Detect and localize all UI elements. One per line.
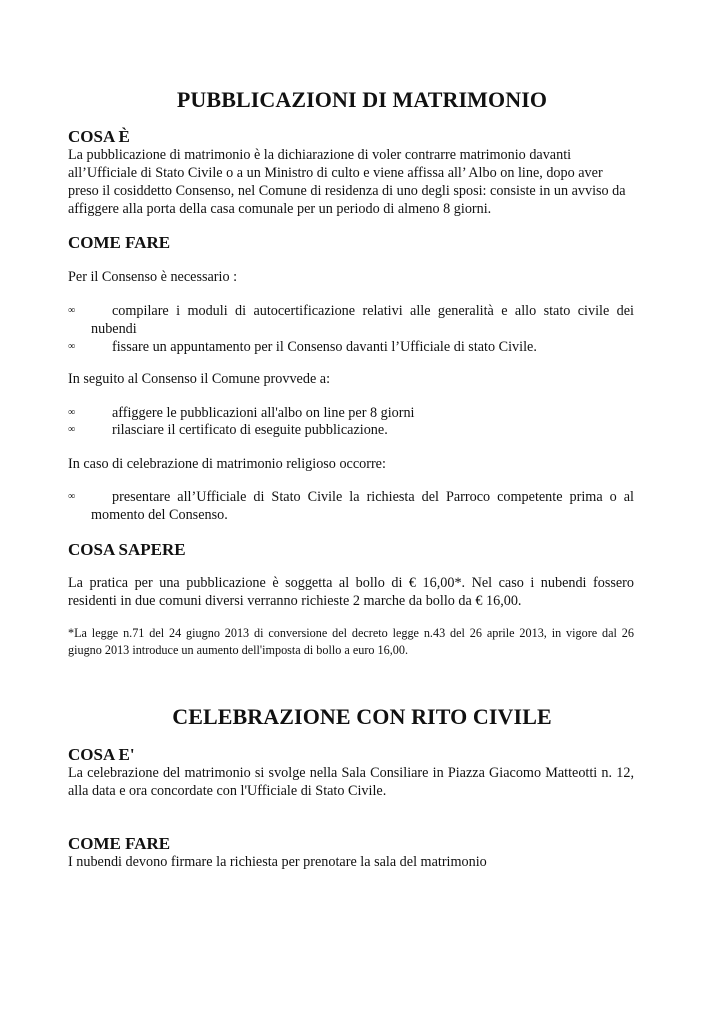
heading-cosa-e-2: COSA E' [68, 745, 135, 764]
paragraph-cosa-sapere: La pratica per una pubblicazione è soggetta al bollo di € 16,00*. Nel caso i nubendi fossero residenti in due comuni diversi verranno richieste 2 marche da bollo da € 16,00. [68, 575, 634, 609]
heading-come-fare-2: COME FARE [68, 834, 171, 853]
paragraph-cosa-e: La pubblicazione di matrimonio è la dichiarazione di voler contrarre matrimonio davanti all’Ufficiale di Stato Civile o a un Ministro di culto e viene affissa all’ Albo on line, dopo aver preso il cosiddetto Consenso, nel Comune di residenza di uno degli sposi: consiste in un avviso da affiggere alla porta della casa comunale per un periodo di almeno 8 giorni. [68, 147, 626, 217]
list-item-comune-2 [68, 421, 634, 439]
paragraph-consenso-intro: Per il Consenso è necessario : [68, 269, 238, 285]
bullet-icon: ∞ [68, 424, 76, 435]
list-item-text: rilasciare il certificato di eseguite pubblicazione. [112, 422, 388, 438]
paragraph-comune-intro: In seguito al Consenso il Comune provvede a: [68, 371, 331, 387]
list-item-comune-1 [68, 404, 634, 422]
paragraph-celebrazione: La celebrazione del matrimonio si svolge nella Sala Consiliare in Piazza Giacomo Matteotti n. 12, alla data e ora concordate con l'Ufficiale di Stato Civile. [68, 765, 634, 799]
heading-cosa-sapere: COSA SAPERE [68, 540, 186, 559]
list-item-religioso-1 [68, 488, 634, 524]
list-item-text: presentare all’Ufficiale di Stato Civile la richiesta del Parroco competente prima o al momento del Consenso. [91, 489, 634, 523]
section-title-pubblicazioni: PUBBLICAZIONI DI MATRIMONIO [176, 87, 548, 112]
heading-come-fare: COME FARE [68, 233, 171, 252]
bullet-icon: ∞ [68, 341, 76, 352]
section-title-celebrazione: CELEBRAZIONE CON RITO CIVILE [172, 704, 552, 729]
heading-cosa-e: COSA È [68, 127, 130, 146]
bullet-icon: ∞ [68, 491, 76, 502]
list-item-consenso-2 [68, 338, 634, 356]
list-item-text: compilare i moduli di autocertificazione relativi alle generalità e allo stato civile dei nubendi [91, 303, 634, 337]
list-item-text: affiggere le pubblicazioni all'albo on line per 8 giorni [112, 405, 415, 421]
list-item-consenso-1 [68, 302, 634, 338]
paragraph-religioso-intro: In caso di celebrazione di matrimonio religioso occorre: [68, 456, 386, 472]
paragraph-come-fare-2: I nubendi devono firmare la richiesta per prenotare la sala del matrimonio [68, 854, 487, 870]
bullet-icon: ∞ [68, 407, 76, 418]
list-item-text: fissare un appuntamento per il Consenso davanti l’Ufficiale di stato Civile. [112, 339, 537, 355]
bullet-icon: ∞ [68, 305, 76, 316]
footnote: *La legge n.71 del 24 giugno 2013 di conversione del decreto legge n.43 del 26 aprile 2013, in vigore dal 26 giugno 2013 introduce un aumento dell'imposta di bollo a euro 16,00. [68, 626, 634, 657]
